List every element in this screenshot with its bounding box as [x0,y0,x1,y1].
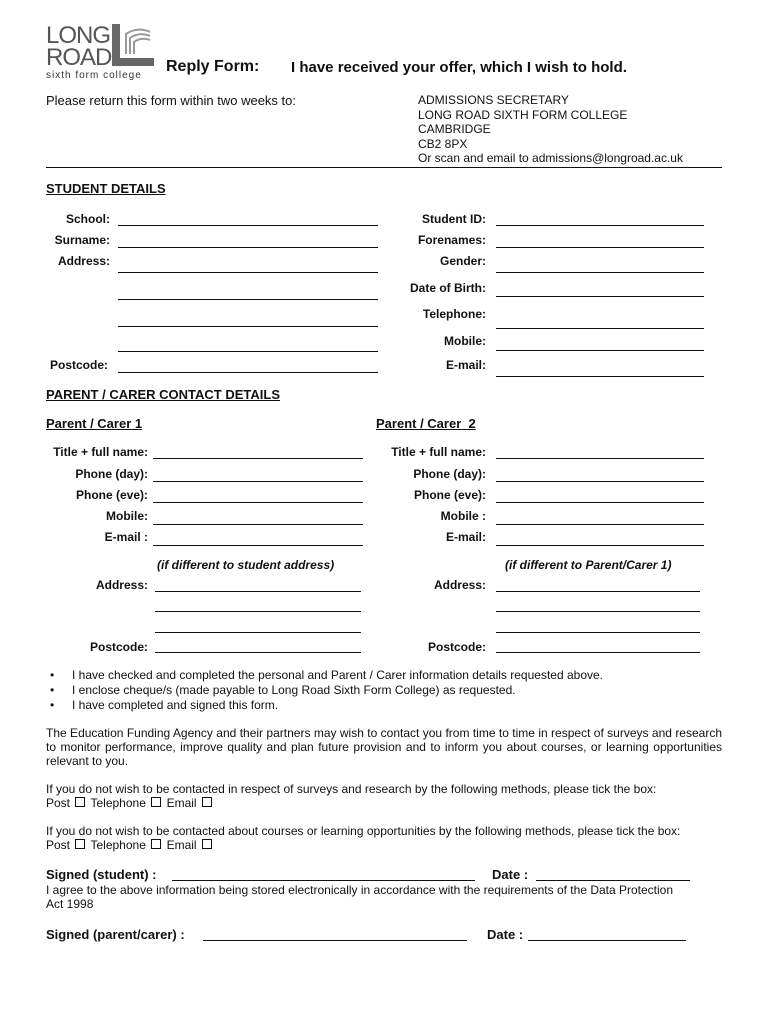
carer1-postcode-input[interactable] [155,652,361,653]
survey-telephone-label: Telephone [90,796,146,810]
student-date-input[interactable] [536,880,690,881]
carer2-mobile-label: Mobile : [440,509,486,523]
address-label: Address: [57,254,110,268]
dob-label: Date of Birth: [410,281,486,295]
gender-input[interactable] [496,272,704,273]
address-input-1[interactable] [118,272,378,273]
checklist [46,668,736,713]
survey-optout-text: If you do not wish to be contacted in respect of surveys and research by the following methods, please tick the box: [46,782,657,796]
carer1-name-label: Title + full name: [53,445,148,459]
carer2-email-input[interactable] [496,545,704,546]
dob-input[interactable] [496,296,704,297]
survey-email-checkbox[interactable] [202,797,212,807]
carer1-diff-note: (if different to student address) [157,558,335,572]
student-date-label: Date : [492,867,529,882]
course-telephone-label: Telephone [90,838,146,852]
course-email-checkbox[interactable] [202,839,212,849]
address-line: CB2 8PX [418,136,468,151]
address-input-4[interactable] [118,351,378,352]
return-address [418,93,683,166]
carer1-postcode-label: Postcode: [89,640,148,654]
postcode-label: Postcode: [49,358,108,372]
carer1-name-input[interactable] [153,458,363,459]
student-signature-input[interactable] [172,880,475,881]
surname-input[interactable] [118,247,378,248]
course-post-label: Post [46,838,71,852]
survey-post-label: Post [46,796,71,810]
carer1-email-input[interactable] [153,545,363,546]
parent-signature-label: Signed (parent/carer) : [46,927,185,942]
mobile-input[interactable] [496,350,704,351]
carer2-diff-note: (if different to Parent/Carer 1) [505,558,672,572]
carer2-address-input-2[interactable] [496,611,700,612]
list-item: • I have completed and signed this form. [46,698,736,713]
forenames-input[interactable] [496,247,704,248]
carer2-address-label: Address: [433,578,486,592]
parent-signature-input[interactable] [203,940,467,941]
carer1-phone-day-input[interactable] [153,481,363,482]
carer2-phone-eve-input[interactable] [496,502,704,503]
carer1-address-input-2[interactable] [155,611,361,612]
list-item: • I have checked and completed the personal and Parent / Carer information details requested above. [46,668,736,683]
parent-date-label: Date : [487,927,524,942]
survey-email-label: Email [166,796,197,810]
course-optout-text: If you do not wish to be contacted about courses or learning opportunities by the following methods, please tick the box: [46,824,681,838]
form-subtitle: I have received your offer, which I wish to hold. [291,59,627,76]
carer1-phone-day-label: Phone (day): [75,467,148,481]
survey-optout [46,782,736,810]
email-label: E-mail: [445,358,486,372]
data-protection-agreement: I agree to the above information being stored electronically in accordance with the requirements of the Data Protection Act 1998 [46,883,674,911]
carer2-phone-eve-label: Phone (eve): [413,488,486,502]
student-id-input[interactable] [496,225,704,226]
address-input-2[interactable] [118,299,378,300]
carer2-heading: Parent / Carer 2 [376,416,476,431]
carer1-address-input-1[interactable] [155,591,361,592]
college-logo [46,22,156,82]
school-label: School: [66,212,110,226]
carer2-address-input-3[interactable] [496,632,700,633]
forenames-label: Forenames: [417,233,486,247]
header-divider [46,167,722,168]
address-input-3[interactable] [118,326,378,327]
mobile-label: Mobile: [444,334,486,348]
parent-details-heading: PARENT / CARER CONTACT DETAILS [46,387,280,402]
survey-post-checkbox[interactable] [75,797,85,807]
carer1-phone-eve-label: Phone (eve): [75,488,148,502]
address-line: Or scan and email to admissions@longroad.ac.uk [418,151,683,166]
logo-line-long: LONG [46,22,111,49]
carer2-phone-day-label: Phone (day): [413,467,486,481]
address-line: LONG ROAD SIXTH FORM COLLEGE [418,107,628,122]
logo-line-road: ROAD [46,44,112,71]
course-post-checkbox[interactable] [75,839,85,849]
carer1-heading: Parent / Carer 1 [46,416,143,431]
address-line: ADMISSIONS SECRETARY [418,93,569,107]
carer1-mobile-label: Mobile: [106,509,148,523]
surname-label: Surname: [54,233,110,247]
carer1-mobile-input[interactable] [153,524,363,525]
carer2-postcode-input[interactable] [496,652,700,653]
student-details-heading: STUDENT DETAILS [46,181,166,196]
course-optout [46,824,746,852]
course-email-label: Email [166,838,197,852]
carer1-phone-eve-input[interactable] [153,502,363,503]
list-item: • I enclose cheque/s (made payable to Long Road Sixth Form College) as requested. [46,683,736,698]
student-id-label: Student ID: [422,212,486,226]
telephone-label: Telephone: [422,307,486,321]
form-title: Reply Form: [166,58,260,75]
telephone-input[interactable] [496,328,704,329]
carer2-email-label: E-mail: [445,530,486,544]
address-line: CAMBRIDGE [418,122,491,137]
carer2-mobile-input[interactable] [496,524,704,525]
logo-mark-icon [112,24,154,66]
survey-telephone-checkbox[interactable] [151,797,161,807]
course-telephone-checkbox[interactable] [151,839,161,849]
carer1-email-label: E-mail : [104,530,148,544]
email-input[interactable] [496,376,704,377]
postcode-input[interactable] [118,372,378,373]
gender-label: Gender: [439,254,486,268]
carer1-address-input-3[interactable] [155,632,361,633]
carer2-phone-day-input[interactable] [496,481,704,482]
student-signature-label: Signed (student) : [46,867,157,882]
logo-tagline: sixth form college [46,70,142,81]
carer2-name-input[interactable] [496,458,704,459]
carer2-name-label: Title + full name: [391,445,486,459]
efa-paragraph: The Education Funding Agency and their partners may wish to contact you from time to time in respect of surveys and research to monitor performance, improve quality and plan future provision and to inform you about courses, or learning opportunities relevant to you. [46,726,722,768]
carer2-postcode-label: Postcode: [427,640,486,654]
school-input[interactable] [118,225,378,226]
return-instruction: Please return this form within two weeks to: [46,93,296,108]
carer2-address-input-1[interactable] [496,591,700,592]
carer1-address-label: Address: [95,578,148,592]
parent-date-input[interactable] [528,940,686,941]
